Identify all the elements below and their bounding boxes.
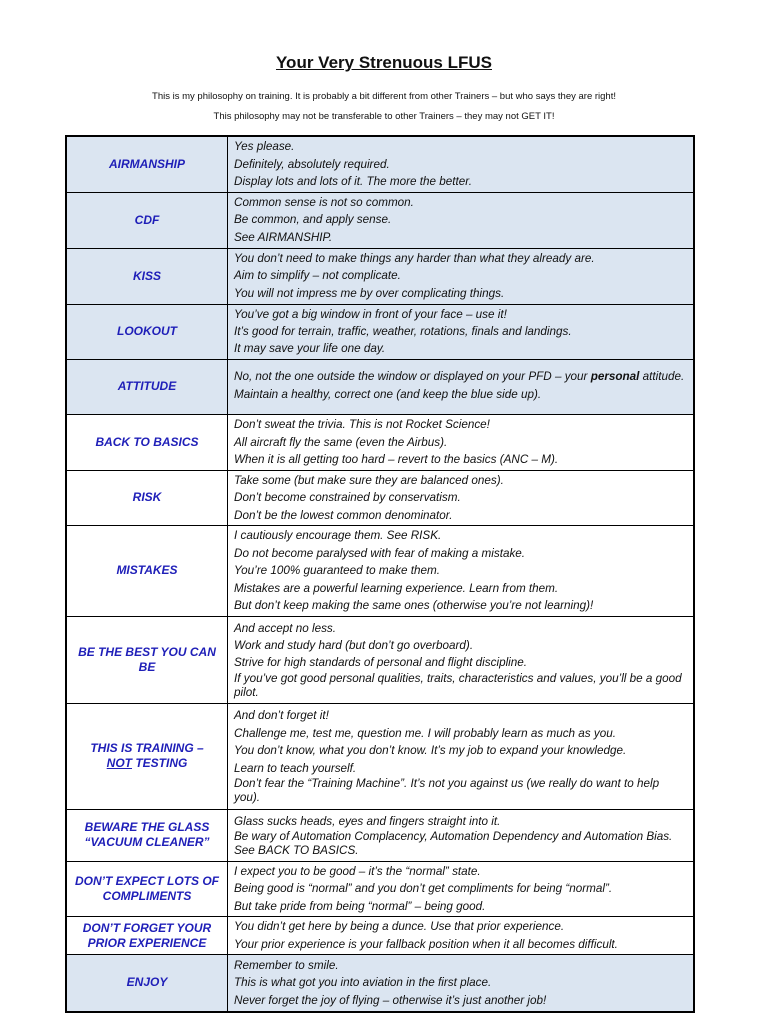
description-line: You didn’t get here by being a dunce. Use that prior experience. — [234, 920, 565, 934]
description-line — [234, 370, 687, 384]
table-row — [66, 192, 694, 248]
emphasis-text: personal — [590, 369, 640, 383]
row-description — [228, 359, 695, 414]
table-row — [66, 809, 694, 861]
description-line: If you’ve got good personal qualities, traits, characteristics and values, you’ll be a good pilot. — [234, 671, 682, 700]
table-row — [66, 248, 694, 304]
row-term: BACK TO BASICS — [66, 414, 228, 470]
row-term: LOOKOUT — [66, 304, 228, 359]
description-line: You will not impress me by over complicating things. — [234, 286, 505, 300]
intro-line: This is my philosophy on training. It is probably a bit different from other Trainers – but who says they are right! — [152, 91, 616, 102]
row-description — [228, 616, 695, 703]
description-line: All aircraft fly the same (even the Airbus). — [234, 435, 448, 449]
description-line: You’ve got a big window in front of your face – use it! — [234, 307, 507, 321]
description-line: Learn to teach yourself. — [234, 761, 357, 775]
row-description — [228, 917, 695, 955]
description-line: And accept no less. — [234, 621, 337, 635]
description-line: Definitely, absolutely required. — [234, 157, 390, 171]
description-line: I cautiously encourage them. See RISK. — [234, 529, 442, 543]
table-row — [66, 955, 694, 1012]
description-line: Aim to simplify – not complicate. — [234, 269, 401, 283]
row-description — [228, 703, 695, 809]
description-line: When it is all getting too hard – revert to the basics (ANC – M). — [234, 452, 559, 466]
term-text: THIS IS TRAINING – — [90, 741, 204, 756]
description-line: Yes please. — [234, 140, 295, 154]
description-line: I expect you to be good – it’s the “normal” state. — [234, 864, 481, 878]
description-line: You’re 100% guaranteed to make them. — [234, 564, 440, 578]
row-term: BEWARE THE GLASS “VACUUM CLEANER” — [66, 809, 228, 861]
page-title: Your Very Strenuous LFUS — [275, 53, 492, 72]
description-text: No, not the one outside the window or displayed on your PFD – your — [234, 369, 591, 383]
description-line: Do not become paralysed with fear of making a mistake. — [234, 546, 526, 560]
description-line: This is what got you into aviation in the first place. — [234, 976, 492, 990]
description-line: Don’t fear the “Training Machine”. It’s not you against us (we really do want to help you). — [234, 777, 660, 805]
row-term: RISK — [66, 470, 228, 525]
table-row — [66, 414, 694, 470]
row-description — [228, 809, 695, 861]
row-description — [228, 192, 695, 248]
description-line: Take some (but make sure they are balanced ones). — [234, 473, 504, 487]
philosophy-table — [65, 135, 695, 1013]
description-line: Never forget the joy of flying – otherwise it’s just another job! — [234, 993, 547, 1007]
row-description — [228, 414, 695, 470]
description-line: And don’t forget it! — [234, 709, 329, 723]
description-line: Be wary of Automation Complacency, Automation Dependency and Automation Bias. See BACK TO BASICS. — [234, 829, 673, 858]
description-line: Remember to smile. — [234, 958, 339, 972]
row-description — [228, 304, 695, 359]
intro-line: This philosophy may not be transferable to other Trainers – they may not GET IT! — [213, 111, 555, 122]
table-row — [66, 917, 694, 955]
description-line: Maintain a healthy, correct one (and keep the blue side up). — [234, 388, 542, 402]
row-description — [228, 136, 695, 192]
description-line: Display lots and lots of it. The more the better. — [234, 174, 472, 188]
row-term: ENJOY — [66, 955, 228, 1012]
row-description — [228, 248, 695, 304]
term-text: TESTING — [132, 756, 188, 771]
table-row — [66, 525, 694, 616]
description-line: Be common, and apply sense. — [234, 213, 392, 227]
row-description — [228, 470, 695, 525]
description-line: Mistakes are a powerful learning experience. Learn from them. — [234, 581, 559, 595]
description-text: attitude. — [639, 369, 685, 383]
row-term: BE THE BEST YOU CAN BE — [66, 616, 228, 703]
row-term: DON’T EXPECT LOTS OF COMPLIMENTS — [66, 861, 228, 916]
description-line: Don’t be the lowest common denominator. — [234, 508, 453, 522]
description-line: But take pride from being “normal” – being good. — [234, 899, 486, 913]
row-description — [228, 861, 695, 916]
description-line: Challenge me, test me, question me. I will probably learn as much as you. — [234, 726, 616, 740]
table-row — [66, 136, 694, 192]
description-line: Strive for high standards of personal and flight discipline. — [234, 656, 528, 670]
table-row — [66, 470, 694, 525]
table-row — [66, 703, 694, 809]
description-line: You don’t know, what you don’t know. It’s my job to expand your knowledge. — [234, 744, 627, 758]
row-term: CDF — [66, 192, 228, 248]
description-line: Being good is “normal” and you don’t get compliments for being “normal”. — [234, 882, 613, 896]
row-term: ATTITUDE — [66, 359, 228, 414]
row-term — [66, 703, 228, 809]
row-term: MISTAKES — [66, 525, 228, 616]
row-description — [228, 955, 695, 1012]
description-line: It may save your life one day. — [234, 342, 386, 356]
row-term: AIRMANSHIP — [66, 136, 228, 192]
description-line: It’s good for terrain, traffic, weather, rotations, finals and landings. — [234, 324, 572, 338]
description-line: Glass sucks heads, eyes and fingers straight into it. — [234, 814, 501, 828]
row-term: KISS — [66, 248, 228, 304]
table-row — [66, 359, 694, 414]
description-line: Your prior experience is your fallback position when it all becomes difficult. — [234, 937, 618, 951]
table-row — [66, 304, 694, 359]
description-line: But don’t keep making the same ones (otherwise you’re not learning)! — [234, 599, 594, 613]
table-row — [66, 616, 694, 703]
description-line: Don’t become constrained by conservatism. — [234, 491, 461, 505]
table-row — [66, 861, 694, 916]
description-line: Don’t sweat the trivia. This is not Rocket Science! — [234, 418, 490, 432]
row-term: DON’T FORGET YOUR PRIOR EXPERIENCE — [66, 917, 228, 955]
row-description — [228, 525, 695, 616]
description-line: You don’t need to make things any harder than what they already are. — [234, 251, 595, 265]
description-line: See AIRMANSHIP. — [234, 230, 333, 244]
description-line: Work and study hard (but don’t go overboard). — [234, 639, 474, 653]
description-line: Common sense is not so common. — [234, 195, 414, 209]
term-emphasis: NOT — [106, 756, 132, 771]
